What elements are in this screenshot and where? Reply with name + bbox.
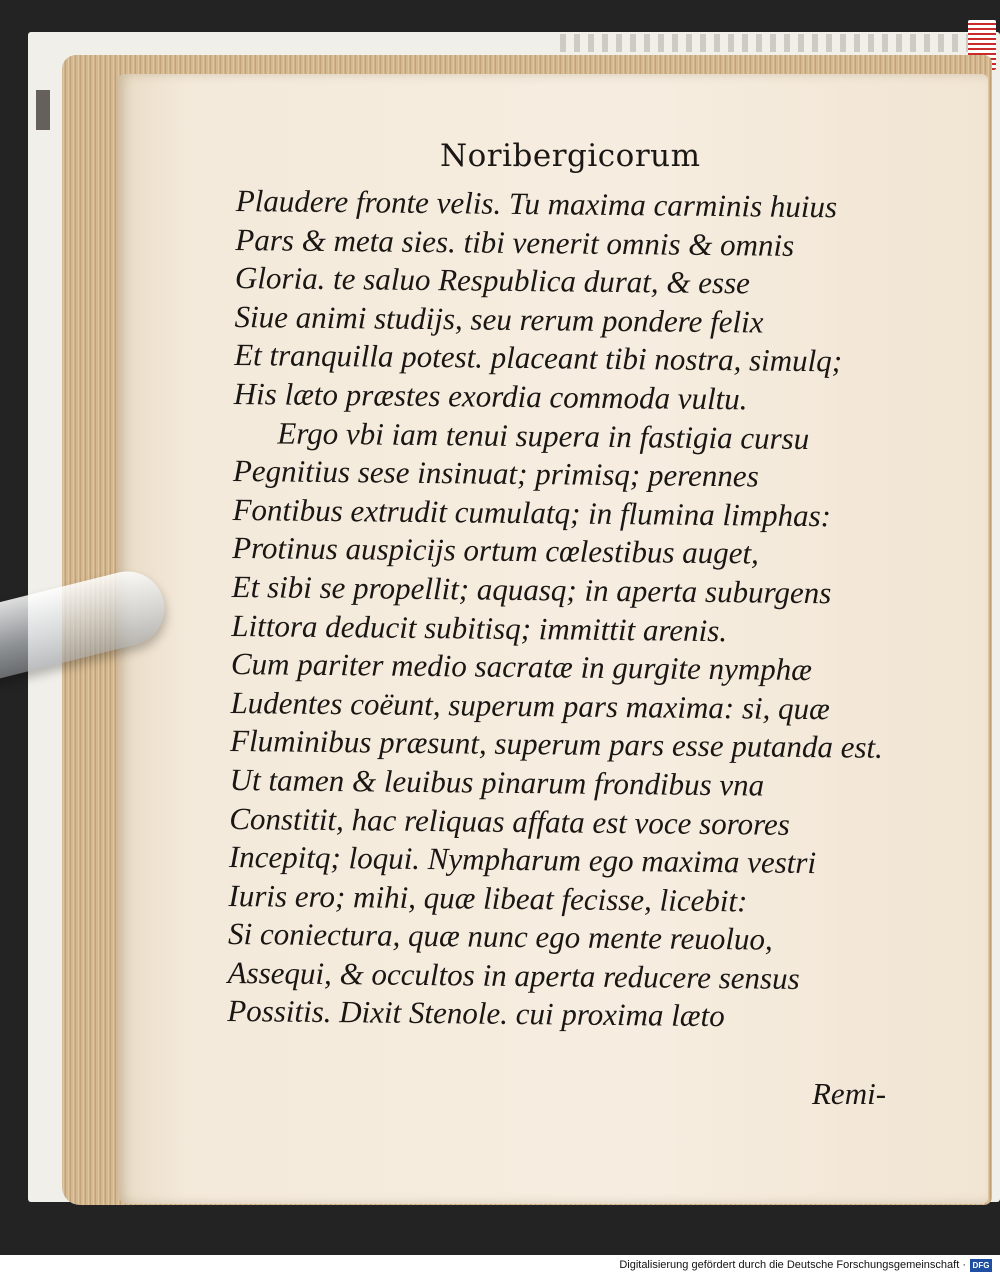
verse-line: Protinus auspicijs ortum cœlestibus auget, — [231, 530, 760, 571]
verse-line: Constitit, hac reliquas affata est voce sorores — [229, 800, 791, 842]
verse-line: Fontibus extrudit cumulatq; in flumina limphas: — [232, 491, 832, 533]
catchword: Remi- — [812, 1076, 887, 1111]
verse-line: Pegnitius sese insinuat; primisq; perennes — [232, 453, 759, 494]
dfg-logo: DFG — [970, 1259, 992, 1272]
verse-line: Incepitq; loqui. Nympharum ego maxima vestri — [228, 839, 817, 881]
verse-text — [227, 182, 926, 1038]
funding-credit: Digitalisierung gefördert durch die Deutsche Forschungsgemeinschaft · — [619, 1259, 966, 1271]
verse-line: Assequi, & occultos in aperta reducere sensus — [227, 954, 800, 996]
verse-line: Possitis. Dixit Stenole. cui proxima læto — [227, 993, 725, 1034]
verse-line: Littora deducit subitisq; immittit arenis. — [231, 607, 728, 648]
verse-line: Ut tamen & leuibus pinarum frondibus vna — [229, 761, 765, 803]
page-title: Noribergicorum — [440, 138, 701, 174]
facing-page-edge — [36, 90, 50, 130]
verse-line: Gloria. te saluo Respublica durat, & esse — [234, 260, 751, 301]
verse-line: Si coniectura, quæ nunc ego mente reuoluo, — [227, 916, 773, 957]
verse-line: Plaudere fronte velis. Tu maxima carminis huius — [235, 182, 838, 225]
verse-line: Cum pariter medio sacratæ in gurgite nymphæ — [230, 646, 813, 688]
verse-line: Et tranquilla potest. placeant tibi nostra, simulq; — [234, 337, 843, 379]
footer-bar — [0, 1255, 1000, 1277]
verse-line: His læto præstes exordia commoda vultu. — [233, 375, 748, 417]
verse-line: Iuris ero; mihi, quæ libeat fecisse, licebit: — [228, 877, 748, 919]
verse-line: Ludentes coëunt, superum pars maxima: si, quæ — [230, 684, 830, 726]
verse-line: Fluminibus præsunt, superum pars esse putanda est. — [229, 723, 884, 766]
verse-line: Et sibi se propellit; aquasq; in aperta suburgens — [231, 568, 832, 611]
facing-page-bleed — [560, 34, 980, 52]
verse-line: Pars & meta sies. tibi venerit omnis & omnis — [235, 221, 795, 263]
verse-line: Ergo vbi iam tenui supera in fastigia cursu — [277, 415, 810, 456]
verse-line: Siue animi studijs, seu rerum pondere felix — [234, 298, 764, 340]
